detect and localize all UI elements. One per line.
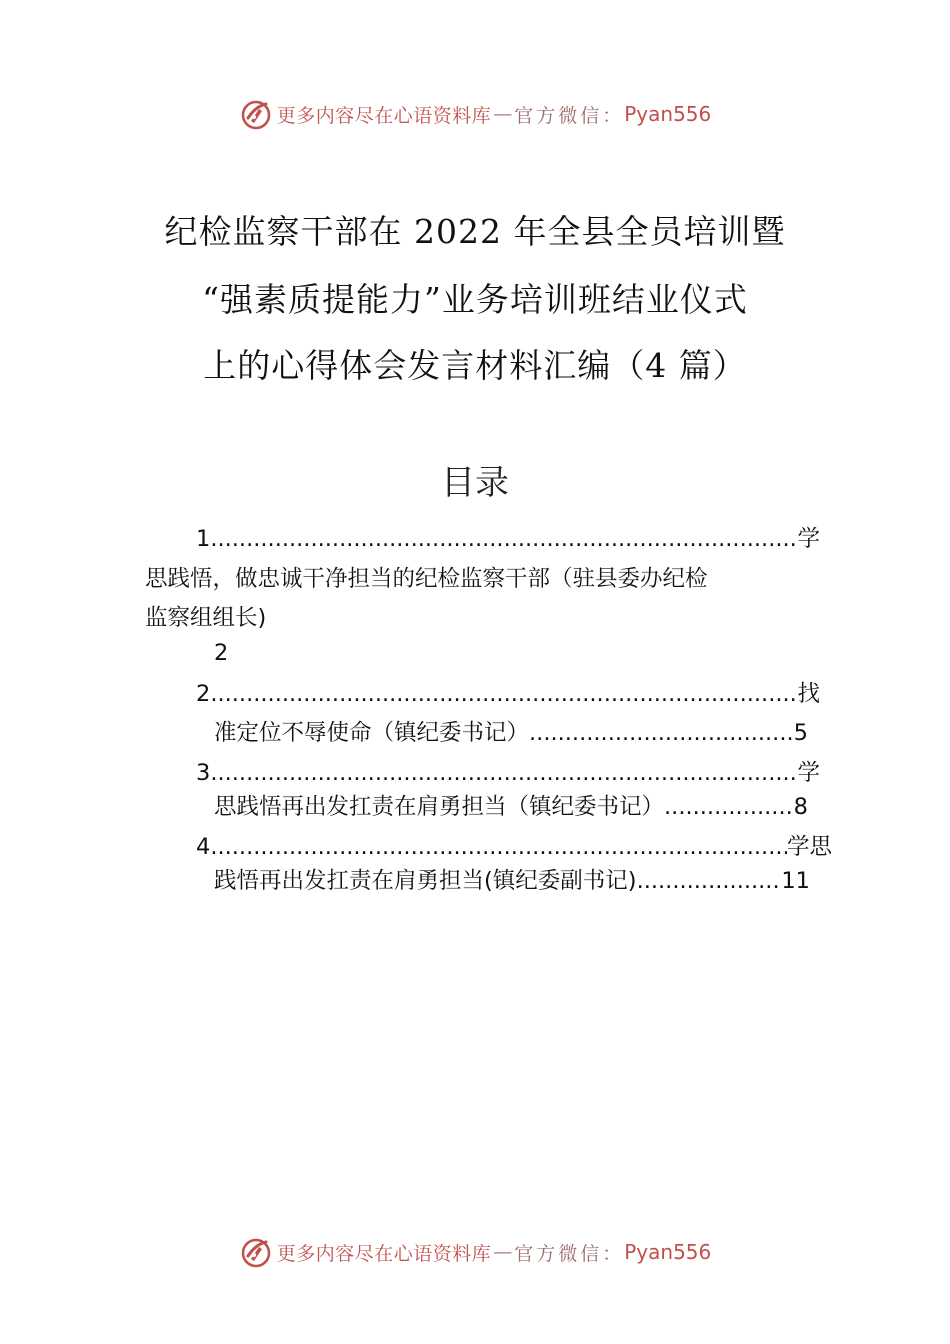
header-watermark-banner [0,94,950,134]
toc-entry-title: 践悟再出发扛责在肩勇担当(镇纪委副书记) [214,868,637,894]
banner-wechat-id: Pyan556 [624,102,712,126]
toc-entry-title-start: 找 [797,681,820,707]
banner-contact-label: 官方微信： [514,1242,625,1265]
toc-entry-page: 5 [793,720,808,746]
toc-entry-title-start: 学 [797,526,820,552]
toc-entry-3-title-line[interactable] [214,792,808,822]
toc-dot-leader [664,792,794,822]
toc-dot-leader [210,679,797,709]
toc-entry-page: 8 [793,794,808,820]
brand-logo-icon [239,97,273,131]
toc-entry-1-page: 2 [214,640,229,666]
toc-entry-1-title-line: 思践悟，做忠诚干净担当的纪检监察干部（驻县委办纪检 [145,566,708,592]
toc-dot-leader [529,718,794,748]
toc-entry-number: 4 [196,834,211,860]
banner-text: 更多内容尽在心语资料库 [276,104,492,127]
toc-entry-title-start: 学思 [786,834,832,860]
toc-entry-title-start: 学 [797,760,820,786]
toc-entry-number: 2 [196,681,211,707]
footer-watermark-banner [0,1232,950,1272]
toc-entry-title: 准定位不辱使命（镇纪委书记） [214,720,530,746]
toc-entry-4[interactable] [196,832,832,862]
banner-separator: — [493,103,513,125]
toc-entry-number: 3 [196,760,211,786]
toc-entry-title: 思践悟再出发扛责在肩勇担当（镇纪委书记） [214,794,665,820]
toc-entry-3[interactable] [196,758,820,788]
toc-heading: 目录 [441,463,509,503]
banner-text: 更多内容尽在心语资料库 [276,1242,492,1265]
toc-entry-2-title-line[interactable] [214,718,808,748]
document-title-line-3: 上的心得体会发言材料汇编（4 篇） [203,346,747,385]
toc-entry-1-title-line: 监察组组长) [145,605,267,631]
banner-contact-label: 官方微信： [514,104,625,127]
toc-entry-2[interactable] [196,679,820,709]
document-title-line-1: 纪检监察干部在 2022 年全县全员培训暨 [164,212,786,251]
toc-entry-number: 1 [196,526,211,552]
document-title-line-2: “强素质提能力”业务培训班结业仪式 [202,280,748,319]
toc-dot-leader [210,832,787,862]
banner-separator: — [493,1241,513,1263]
toc-entry-4-title-line[interactable] [214,866,810,896]
toc-dot-leader [210,524,797,554]
toc-dot-leader [210,758,797,788]
banner-wechat-id: Pyan556 [624,1240,712,1264]
toc-entry-1[interactable] [196,524,820,554]
brand-logo-icon [239,1235,273,1269]
toc-entry-page: 11 [781,868,810,894]
toc-dot-leader [637,866,782,896]
